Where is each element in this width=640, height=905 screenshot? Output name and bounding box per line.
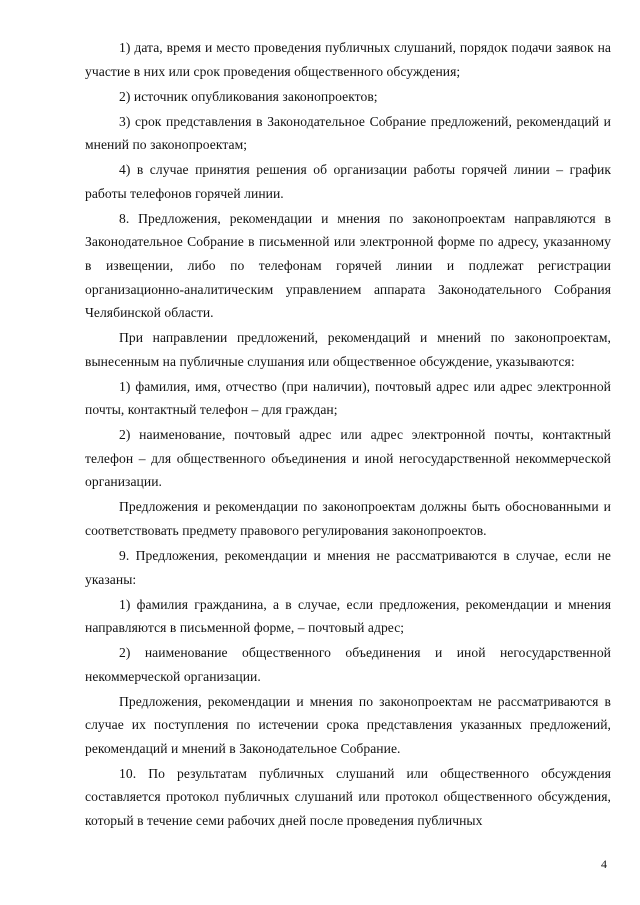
paragraph-organizations-info: 2) наименование, почтовый адрес или адрес электронной почты, контактный телефон – для общественного объединения и иной негосударственной некоммерческой организации. (85, 427, 611, 490)
page-number: 4 (601, 857, 607, 871)
paragraph-section-8: 8. Предложения, рекомендации и мнения по законопроектам направляются в Законодательное Собрание в письменной или электронной форме по адресу, указанному в извещении, либо по телефонам горячей линии и подлежат регистрации организационно-аналитическим управлением аппарата Законодательного Собрания Челябинской области. (85, 210, 611, 321)
paragraph-section-10: 10. По результатам публичных слушаний или общественного обсуждения составляется протокол публичных слушаний или протокол общественного обсуждения, который в течение семи рабочих дней после проведения публичных (85, 765, 611, 829)
paragraph-item-1: 1) дата, время и место проведения публичных слушаний, порядок подачи заявок на участие в них или срок проведения общественного обсуждения; (85, 40, 611, 79)
document-body (85, 36, 611, 834)
paragraph-item-2: 2) источник опубликования законопроектов; (119, 88, 378, 104)
paragraph-section-9: 9. Предложения, рекомендации и мнения не рассматриваются в случае, если не указаны: (85, 547, 611, 587)
paragraph-item-4: 4) в случае принятия решения об организации работы горячей линии – график работы телефонов горячей линии. (85, 162, 611, 201)
paragraph-late-submission: Предложения, рекомендации и мнения по законопроектам не рассматриваются в случае их поступления по истечении срока представления указанных предложений, рекомендаций и мнений в Законодательное Собрание. (85, 693, 611, 756)
paragraph-citizens-info: 1) фамилия, имя, отчество (при наличии), почтовый адрес или адрес электронной почты, контактный телефон – для граждан; (85, 378, 611, 418)
paragraph-citizen-surname: 1) фамилия гражданина, а в случае, если предложения, рекомендации и мнения направляются в письменной форме, – почтовый адрес; (85, 596, 611, 636)
paragraph-justification: Предложения и рекомендации по законопроектам должны быть обоснованными и соответствовать предмету правового регулирования законопроектов. (85, 499, 611, 538)
paragraph-organization-name: 2) наименование общественного объединения и иной негосударственной некоммерческой организации. (85, 645, 611, 684)
paragraph-submission-requirements: При направлении предложений, рекомендаций и мнений по законопроектам, вынесенным на публичные слушания или общественное обсуждение, указываются: (85, 330, 611, 369)
paragraph-item-3: 3) срок представления в Законодательное Собрание предложений, рекомендаций и мнений по законопроектам; (85, 113, 611, 153)
